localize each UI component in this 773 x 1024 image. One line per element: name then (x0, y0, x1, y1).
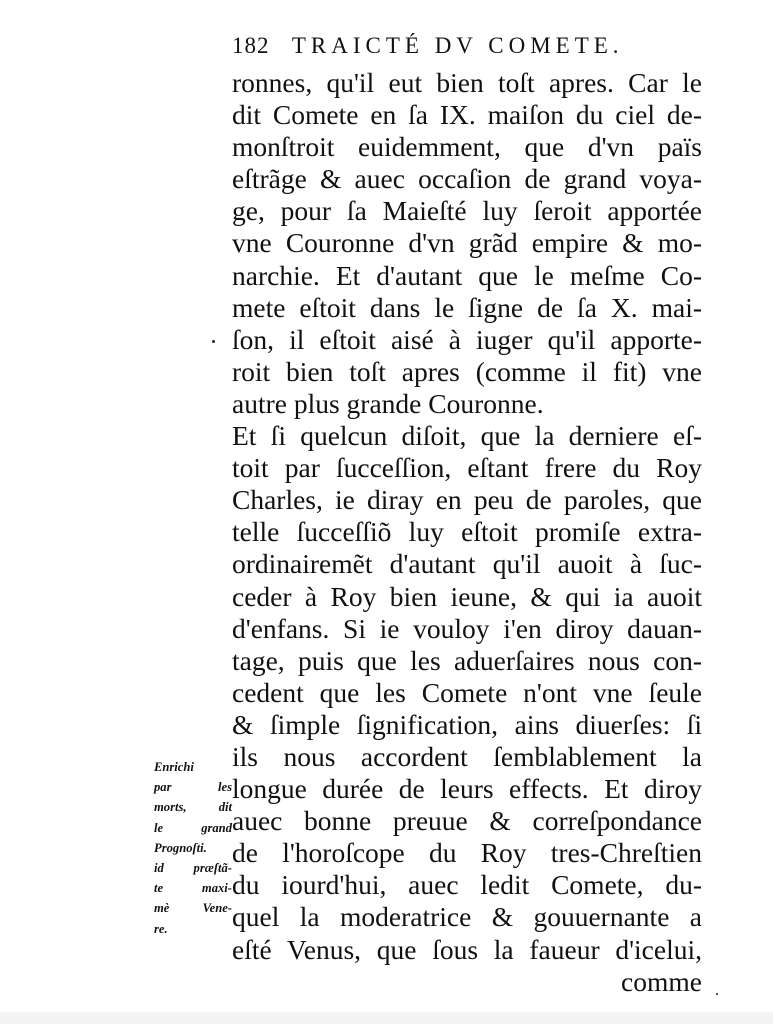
text-line: dit Comete en ſa IX. maiſon du ciel de- (232, 99, 702, 131)
marginal-note-line: morts, dit (154, 800, 232, 815)
text-line: d'enfans. Si ie vouloy i'en diroy dauan- (232, 612, 702, 644)
page-number: 182 (232, 33, 270, 58)
marginal-note-line: par les (154, 780, 232, 795)
marginal-note-line: re. (154, 921, 168, 936)
text-line: du iourd'hui, auec ledit Comete, du- (232, 869, 702, 901)
text-line: Charles, ie diray en peu de paroles, que (232, 484, 702, 516)
text-line: quel la moderatrice & gouuernante a (232, 901, 702, 933)
text-line: ceder à Roy bien ieune, & qui ia auoit (232, 580, 702, 612)
text-line: monſtroit euidemment, que d'vn païs (232, 131, 702, 163)
text-line: longue durée de leurs effects. Et diroy (232, 773, 702, 805)
text-line: auec bonne preuue & correſpondance (232, 805, 702, 837)
text-line: autre plus grande Couronne. (232, 387, 544, 419)
text-line: eſté Venus, que ſous la faueur d'icelui, (232, 933, 702, 965)
ink-speck (212, 340, 215, 343)
main-text-block (232, 67, 702, 998)
text-line: ordinairemẽt d'autant qu'il auoit à ſuc- (232, 548, 702, 580)
marginal-note-line: te maxi- (154, 881, 232, 896)
running-head (232, 30, 672, 62)
text-line: de l'horoſcope du Roy tres-Chreſtien (232, 837, 702, 869)
text-line: vne Couronne d'vn grãd empire & mo- (232, 227, 702, 259)
text-line: tage, puis que les aduerſaires nous con- (232, 644, 702, 676)
marginal-note-line: mè Vene- (154, 901, 232, 916)
ink-speck (716, 993, 718, 995)
text-line: Et ſi quelcun diſoit, que la derniere eſ- (232, 420, 702, 452)
text-line: ge, pour ſa Maieſté luy ſeroit apportée (232, 195, 702, 227)
text-line: & ſimple ſignification, ains diuerſes: ſi (232, 708, 702, 740)
text-line: telle ſucceſſiõ luy eſtoit promiſe extra- (232, 516, 702, 548)
marginal-note-line: Prognoſti. (154, 840, 207, 855)
text-line: mete eſtoit dans le ſigne de ſa X. mai- (232, 291, 702, 323)
text-line: narchie. Et d'autant que le meſme Co- (232, 259, 702, 291)
running-title: TRAICTÉ DV COMETE. (291, 33, 624, 58)
text-line: ſon, il eſtoit aisé à iuger qu'il apporte- (232, 323, 702, 355)
text-line: eſtrãge & auec occaſion de grand voya- (232, 163, 702, 195)
text-line: cedent que les Comete n'ont vne ſeule (232, 676, 702, 708)
marginal-note-line: Enrichi (154, 760, 194, 774)
text-line: ronnes, qu'il eut bien toſt apres. Car le (232, 67, 702, 98)
catchword: comme (621, 965, 702, 997)
marginal-note (154, 757, 232, 939)
text-line: roit bien toſt apres (comme il fit) vne (232, 355, 702, 387)
text-line: toit par ſucceſſion, eſtant frere du Roy (232, 452, 702, 484)
marginal-note-line: id præſtã- (154, 861, 232, 876)
marginal-note-line: le grand (154, 820, 232, 835)
page-bottom-edge (0, 1012, 773, 1024)
text-line: ils nous accordent ſemblablement la (232, 740, 702, 772)
